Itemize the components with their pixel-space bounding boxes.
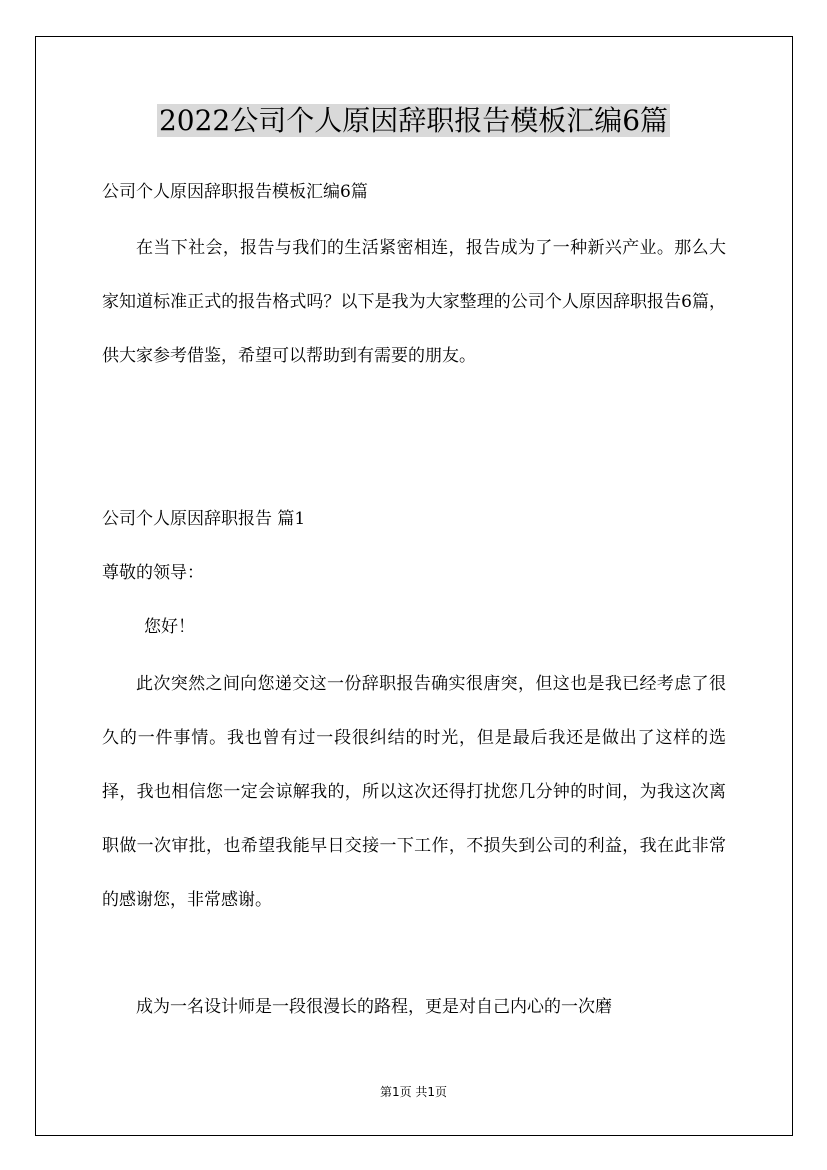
salutation: 尊敬的领导： bbox=[102, 563, 204, 583]
document-title-text: 2022公司个人原因辞职报告模板汇编6篇 bbox=[158, 104, 669, 137]
page-number: 第1页 共1页 bbox=[379, 1085, 448, 1099]
intro-paragraph: 在当下社会，报告与我们的生活紧密相连，报告成为了一种新兴产业。那么大家知道标准正式的报告格式吗？以下是我为大家整理的公司个人原因辞职报告6篇，供大家参考借鉴，希望可以帮助到有需要的朋友。 bbox=[102, 238, 726, 366]
section-heading: 公司个人原因辞职报告 篇1 bbox=[102, 509, 306, 529]
document-subtitle: 公司个人原因辞职报告模板汇编6篇 bbox=[102, 182, 368, 202]
page-footer bbox=[0, 1084, 827, 1100]
body-paragraph-2: 成为一名设计师是一段很漫长的路程，更是对自己内心的一次磨 bbox=[136, 997, 612, 1017]
document-title bbox=[0, 101, 827, 141]
body-paragraph-1: 此次突然之间向您递交这一份辞职报告确实很唐突，但这也是我已经考虑了很久的一件事情。我也曾有过一段很纠结的时光，但是最后我还是做出了这样的选择，我也相信您一定会谅解我的，所以这次还得打扰您几分钟的时间，为我这次离职做一次审批，也希望我能早日交接一下工作，不损失到公司的利益，我在此非常的感谢您，非常感谢。 bbox=[102, 674, 726, 910]
greeting: 您好！ bbox=[144, 617, 195, 637]
